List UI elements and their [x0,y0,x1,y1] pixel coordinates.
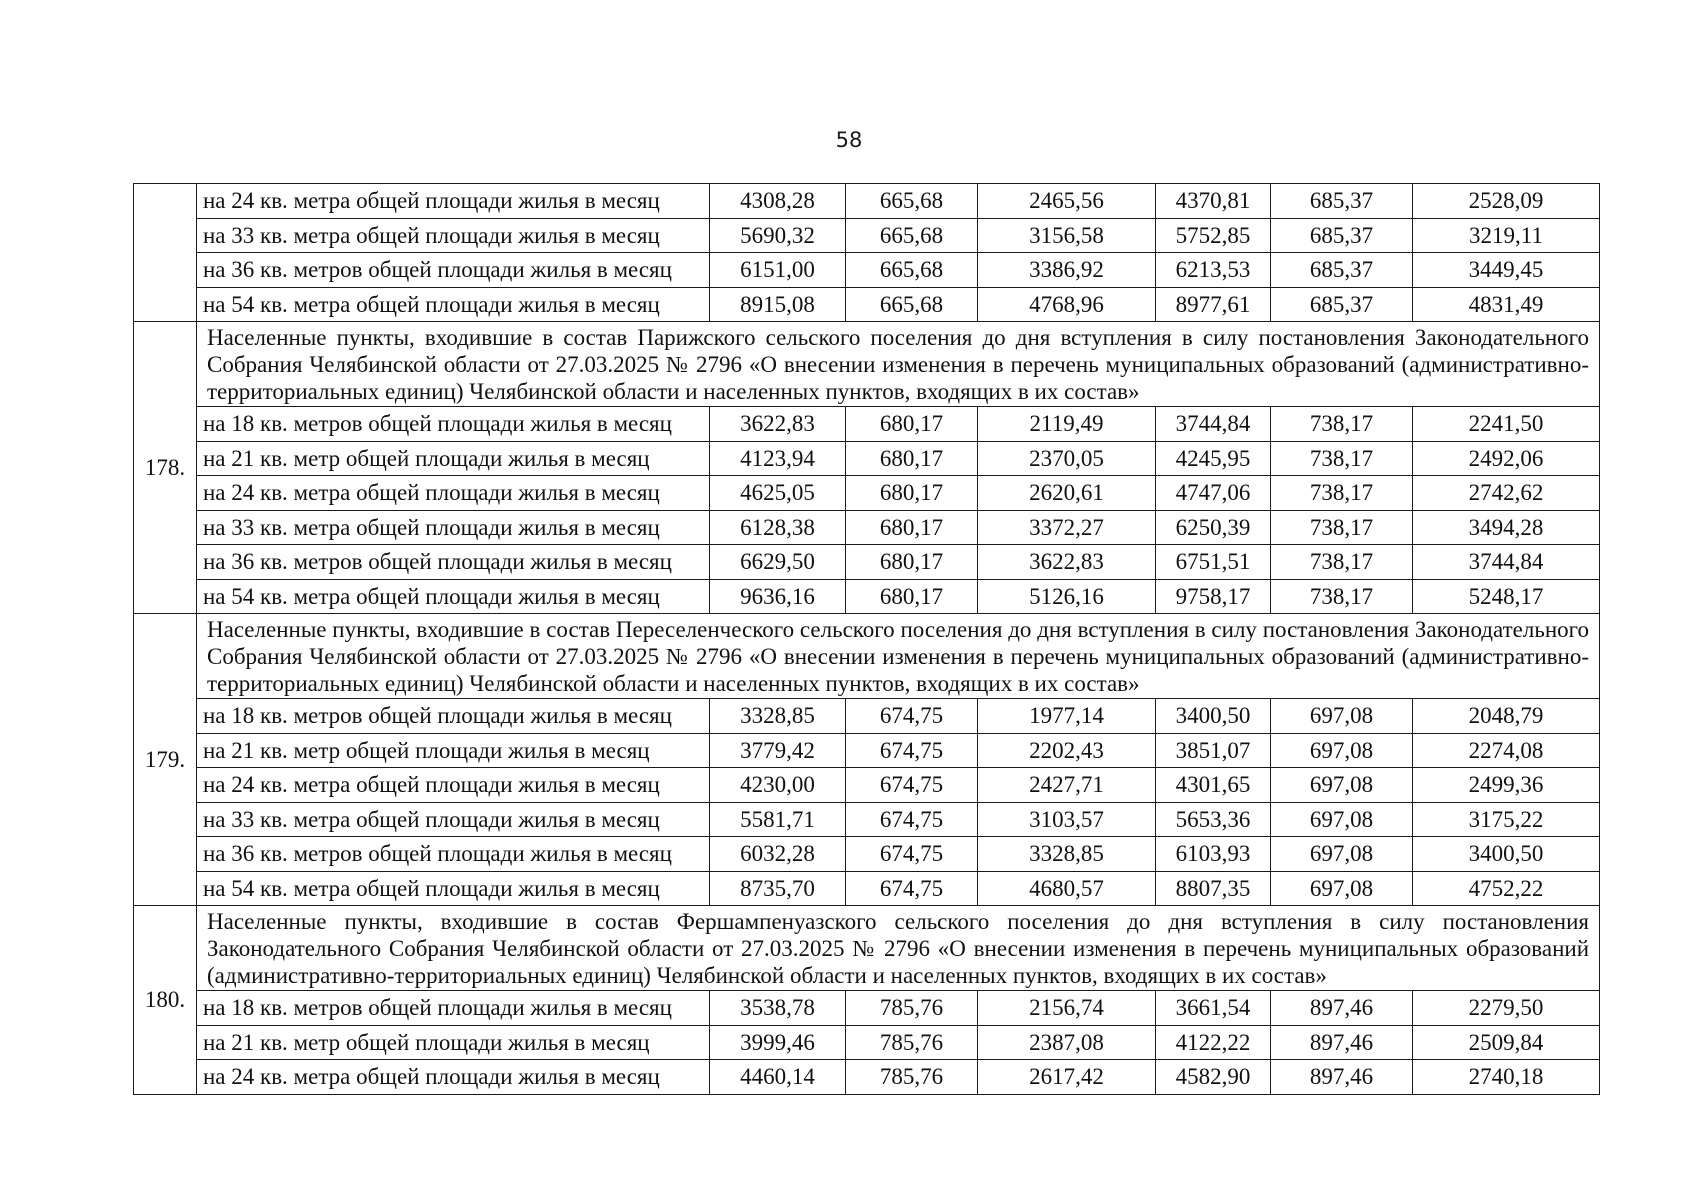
table-row [134,733,1600,768]
table-row [134,476,1600,511]
row-label: на 54 кв. метра общей площади жилья в месяц [197,579,710,614]
value-cell: 6213,53 [1156,253,1271,288]
value-cell: 3494,28 [1413,510,1600,545]
value-cell: 3400,50 [1413,837,1600,872]
value-cell: 738,17 [1271,510,1413,545]
value-cell: 897,46 [1271,1025,1413,1060]
section-number [134,184,197,322]
value-cell: 897,46 [1271,1060,1413,1095]
value-cell: 8915,08 [710,287,846,322]
row-label: на 36 кв. метров общей площади жилья в месяц [197,545,710,580]
value-cell: 3386,92 [978,253,1156,288]
table-row [134,802,1600,837]
value-cell: 2202,43 [978,733,1156,768]
value-cell: 674,75 [846,871,978,906]
value-cell: 5248,17 [1413,579,1600,614]
table-row [134,991,1600,1026]
value-cell: 2528,09 [1413,184,1600,219]
value-cell: 4460,14 [710,1060,846,1095]
value-cell: 680,17 [846,545,978,580]
table-row [134,837,1600,872]
value-cell: 2742,62 [1413,476,1600,511]
section-header-row [134,614,1600,699]
value-cell: 9636,16 [710,579,846,614]
value-cell: 665,68 [846,253,978,288]
value-cell: 785,76 [846,991,978,1026]
value-cell: 4625,05 [710,476,846,511]
value-cell: 738,17 [1271,407,1413,442]
value-cell: 4122,22 [1156,1025,1271,1060]
value-cell: 697,08 [1271,802,1413,837]
value-cell: 5581,71 [710,802,846,837]
table-row [134,768,1600,803]
table-row [134,510,1600,545]
table-row [134,218,1600,253]
value-cell: 674,75 [846,733,978,768]
section-header-row [134,322,1600,407]
value-cell: 4245,95 [1156,441,1271,476]
value-cell: 680,17 [846,476,978,511]
row-label: на 54 кв. метра общей площади жилья в месяц [197,871,710,906]
value-cell: 6151,00 [710,253,846,288]
value-cell: 6751,51 [1156,545,1271,580]
value-cell: 2119,49 [978,407,1156,442]
value-cell: 785,76 [846,1060,978,1095]
value-cell: 4582,90 [1156,1060,1271,1095]
table-row [134,579,1600,614]
value-cell: 3622,83 [978,545,1156,580]
table-row [134,1025,1600,1060]
value-cell: 697,08 [1271,871,1413,906]
value-cell: 3779,42 [710,733,846,768]
value-cell: 680,17 [846,407,978,442]
value-cell: 3851,07 [1156,733,1271,768]
value-cell: 5126,16 [978,579,1156,614]
value-cell: 3744,84 [1413,545,1600,580]
value-cell: 4768,96 [978,287,1156,322]
table-row [134,407,1600,442]
value-cell: 1977,14 [978,699,1156,734]
section-title: Населенные пункты, входившие в состав Фершампенуазского сельского поселения до дня вступления в силу постановления Законодательного Собрания Челябинской области от 27.03.2025 № 2796 «О внесении изменения в перечень муниципальных образований (административно-территориальных единиц) Челябинской области и населенных пунктов, входящих в их состав» [197,906,1600,991]
page-number: 58 [835,128,863,152]
value-cell: 8977,61 [1156,287,1271,322]
value-cell: 697,08 [1271,768,1413,803]
tariff-table [133,183,1600,1095]
section-title: Населенные пункты, входившие в состав Парижского сельского поселения до дня вступления в силу постановления Законодательного Собрания Челябинской области от 27.03.2025 № 2796 «О внесении изменения в перечень муниципальных образований (административно-территориальных единиц) Челябинской области и населенных пунктов, входящих в их состав» [197,322,1600,407]
value-cell: 3661,54 [1156,991,1271,1026]
value-cell: 897,46 [1271,991,1413,1026]
value-cell: 4308,28 [710,184,846,219]
value-cell: 6250,39 [1156,510,1271,545]
value-cell: 2241,50 [1413,407,1600,442]
table-row [134,699,1600,734]
value-cell: 665,68 [846,287,978,322]
value-cell: 674,75 [846,768,978,803]
value-cell: 2617,42 [978,1060,1156,1095]
value-cell: 785,76 [846,1025,978,1060]
value-cell: 3156,58 [978,218,1156,253]
value-cell: 738,17 [1271,441,1413,476]
value-cell: 738,17 [1271,545,1413,580]
value-cell: 685,37 [1271,218,1413,253]
value-cell: 680,17 [846,510,978,545]
value-cell: 680,17 [846,441,978,476]
value-cell: 5653,36 [1156,802,1271,837]
value-cell: 3400,50 [1156,699,1271,734]
value-cell: 3622,83 [710,407,846,442]
value-cell: 9758,17 [1156,579,1271,614]
row-label: на 33 кв. метра общей площади жилья в месяц [197,218,710,253]
row-label: на 21 кв. метр общей площади жилья в месяц [197,733,710,768]
row-label: на 21 кв. метр общей площади жилья в месяц [197,1025,710,1060]
section-number: 180. [134,906,197,1095]
value-cell: 3328,85 [710,699,846,734]
value-cell: 4230,00 [710,768,846,803]
value-cell: 685,37 [1271,184,1413,219]
value-cell: 3103,57 [978,802,1156,837]
value-cell: 3744,84 [1156,407,1271,442]
value-cell: 4370,81 [1156,184,1271,219]
value-cell: 2509,84 [1413,1025,1600,1060]
value-cell: 8735,70 [710,871,846,906]
value-cell: 685,37 [1271,287,1413,322]
value-cell: 697,08 [1271,733,1413,768]
section-header-row [134,906,1600,991]
value-cell: 4752,22 [1413,871,1600,906]
row-label: на 24 кв. метра общей площади жилья в месяц [197,1060,710,1095]
row-label: на 21 кв. метр общей площади жилья в месяц [197,441,710,476]
row-label: на 24 кв. метра общей площади жилья в месяц [197,184,710,219]
row-label: на 18 кв. метров общей площади жилья в месяц [197,699,710,734]
value-cell: 680,17 [846,579,978,614]
value-cell: 2279,50 [1413,991,1600,1026]
value-cell: 2156,74 [978,991,1156,1026]
value-cell: 2465,56 [978,184,1156,219]
row-label: на 24 кв. метра общей площади жилья в месяц [197,476,710,511]
value-cell: 4680,57 [978,871,1156,906]
table-row [134,871,1600,906]
row-label: на 18 кв. метров общей площади жилья в месяц [197,991,710,1026]
value-cell: 4301,65 [1156,768,1271,803]
value-cell: 2427,71 [978,768,1156,803]
value-cell: 2274,08 [1413,733,1600,768]
value-cell: 3219,11 [1413,218,1600,253]
value-cell: 685,37 [1271,253,1413,288]
section-number: 178. [134,322,197,614]
value-cell: 3538,78 [710,991,846,1026]
section-number: 179. [134,614,197,906]
table-row [134,287,1600,322]
value-cell: 2499,36 [1413,768,1600,803]
value-cell: 674,75 [846,802,978,837]
row-label: на 36 кв. метров общей площади жилья в месяц [197,837,710,872]
value-cell: 6128,38 [710,510,846,545]
value-cell: 697,08 [1271,837,1413,872]
value-cell: 2740,18 [1413,1060,1600,1095]
value-cell: 3175,22 [1413,802,1600,837]
value-cell: 4123,94 [710,441,846,476]
value-cell: 5752,85 [1156,218,1271,253]
value-cell: 3449,45 [1413,253,1600,288]
value-cell: 738,17 [1271,579,1413,614]
value-cell: 6629,50 [710,545,846,580]
value-cell: 2387,08 [978,1025,1156,1060]
value-cell: 2492,06 [1413,441,1600,476]
value-cell: 697,08 [1271,699,1413,734]
table-row [134,253,1600,288]
value-cell: 6032,28 [710,837,846,872]
value-cell: 8807,35 [1156,871,1271,906]
value-cell: 3328,85 [978,837,1156,872]
row-label: на 36 кв. метров общей площади жилья в месяц [197,253,710,288]
value-cell: 665,68 [846,218,978,253]
value-cell: 738,17 [1271,476,1413,511]
table-row [134,441,1600,476]
table-row [134,545,1600,580]
value-cell: 665,68 [846,184,978,219]
table-row [134,184,1600,219]
table-row [134,1060,1600,1095]
row-label: на 18 кв. метров общей площади жилья в месяц [197,407,710,442]
value-cell: 674,75 [846,837,978,872]
value-cell: 3372,27 [978,510,1156,545]
row-label: на 33 кв. метра общей площади жилья в месяц [197,802,710,837]
value-cell: 4747,06 [1156,476,1271,511]
value-cell: 3999,46 [710,1025,846,1060]
value-cell: 2620,61 [978,476,1156,511]
row-label: на 24 кв. метра общей площади жилья в месяц [197,768,710,803]
value-cell: 674,75 [846,699,978,734]
value-cell: 6103,93 [1156,837,1271,872]
section-title: Населенные пункты, входившие в состав Переселенческого сельского поселения до дня вступления в силу постановления Законодательного Собрания Челябинской области от 27.03.2025 № 2796 «О внесении изменения в перечень муниципальных образований (административно-территориальных единиц) Челябинской области и населенных пунктов, входящих в их состав» [197,614,1600,699]
row-label: на 54 кв. метра общей площади жилья в месяц [197,287,710,322]
row-label: на 33 кв. метра общей площади жилья в месяц [197,510,710,545]
value-cell: 2048,79 [1413,699,1600,734]
value-cell: 2370,05 [978,441,1156,476]
table-body [134,184,1600,1095]
value-cell: 5690,32 [710,218,846,253]
value-cell: 4831,49 [1413,287,1600,322]
